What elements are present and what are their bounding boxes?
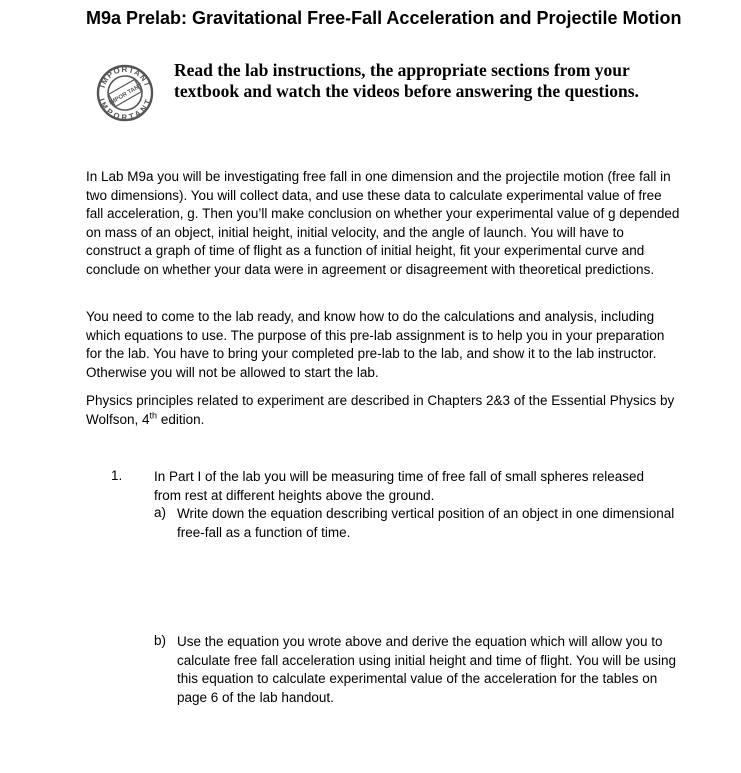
intro-paragraph: In Lab M9a you will be investigating free fall in one dimension and the projectile motion (free fall in two dimensions). You will collect data, and use these data to calculate experimental value of free fall acceleration, g. Then you’ll make conclusion on whether your experimental value of g depended on mass of an object, initial height, initial velocity, and the angle of launch. You will have to construct a graph of time of flight as a function of initial height, fit your experimental curve and conclude on whether your data were in agreement or disagreement with theoretical predictions. — [86, 169, 680, 277]
edition-superscript: th — [149, 410, 158, 421]
stamp-outer-text-bottom: IMPORTANT — [96, 97, 154, 122]
preparation-paragraph: You need to come to the lab ready, and know how to do the calculations and analysis, including which equations to use. The purpose of this pre-lab assignment is to help you in your preparation for the lab. You have to bring your completed pre-lab to the lab, and show it to the lab instructor. Otherwise you will not be allowed to start the lab. — [86, 309, 665, 380]
reference-text: Physics principles related to experiment are described in Chapters 2&3 of the Essential Physics by Wolfson, 4 — [86, 393, 675, 427]
subquestion-a-label: a) — [154, 505, 167, 520]
page-title: M9a Prelab: Gravitational Free-Fall Acceleration and Projectile Motion — [86, 8, 682, 28]
question-text: In Part I of the lab you will be measuring time of free fall of small spheres released from rest at different heights above the ground. — [154, 469, 644, 503]
reference-text-end: edition. — [157, 411, 205, 427]
subquestion-a-text: Write down the equation describing vertical position of an object in one dimensional free-fall as a function of time. — [177, 506, 675, 540]
reference-paragraph — [86, 392, 682, 429]
stamp-outer-text: IMPORTANT — [97, 64, 153, 89]
subquestion-b-label: b) — [154, 633, 167, 648]
important-stamp-icon — [96, 64, 154, 122]
subquestion-b-text: Use the equation you wrote above and derive the equation which will allow you to calculate free fall acceleration using initial height and time of flight. You will be using this equation to calculate experimental value of the acceleration for the tables on page 6 of the lab handout. — [177, 634, 677, 705]
instructions-notice: Read the lab instructions, the appropriate sections from your textbook and watch the videos before answering the questions. — [174, 60, 639, 101]
question-number: 1. — [111, 468, 123, 483]
stamp-inner-text: IMPOR TANT — [108, 82, 144, 107]
